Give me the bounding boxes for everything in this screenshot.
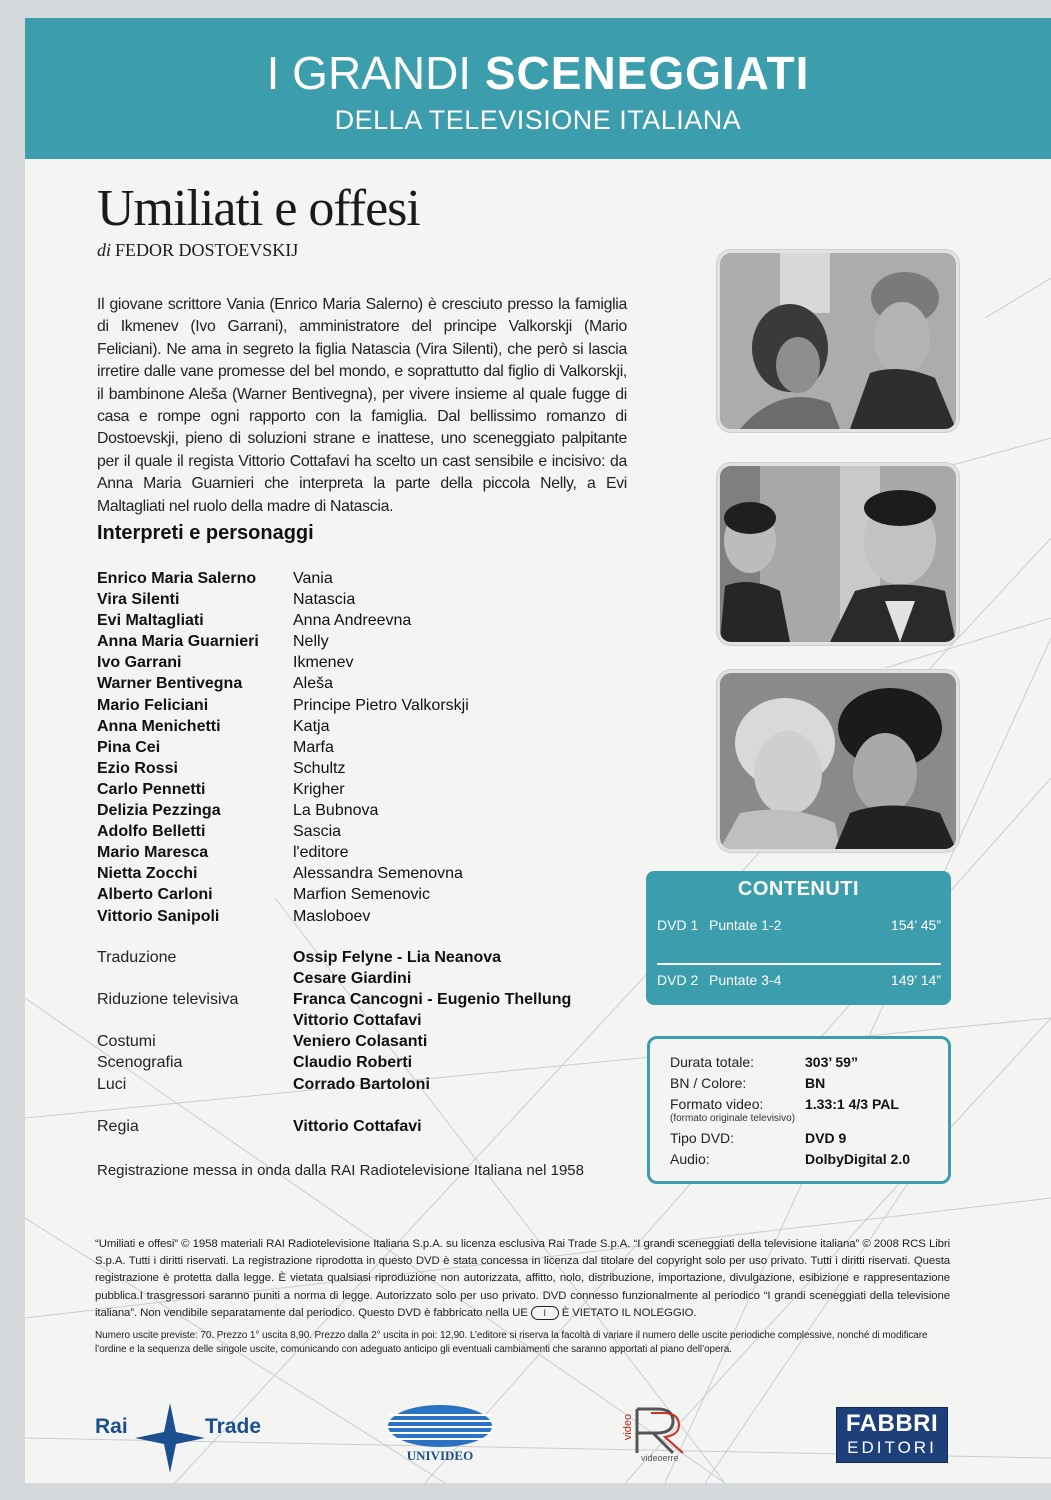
contents-title: CONTENUTI	[737, 878, 860, 900]
photo-2-image	[720, 466, 956, 642]
cast-row	[97, 758, 469, 779]
actor-name: Alberto Carloni	[97, 886, 213, 904]
crew-value: Veniero Colasanti	[293, 1033, 428, 1051]
cast-row	[97, 568, 469, 589]
dvd-back-cover	[25, 18, 1051, 1483]
univideo-globe-icon	[388, 1405, 492, 1447]
spec-formato-sub: (formato originale televisivo)	[670, 1113, 796, 1124]
spec-colore	[670, 1075, 826, 1091]
univideo-logo	[388, 1405, 492, 1447]
actor-name: Vira Silenti	[97, 591, 180, 609]
actor-name: Mario Maresca	[97, 844, 209, 862]
spec-value: 1.33:1 4/3 PAL	[805, 1096, 899, 1112]
spec-audio	[670, 1151, 911, 1167]
crew-label: Scenografia	[97, 1054, 183, 1072]
videoerre-vertical-text: video	[622, 1413, 635, 1441]
contents-box	[646, 871, 951, 1005]
contents-divider	[657, 963, 941, 965]
crew-value: Franca Cancogni - Eugenio Thellung	[293, 991, 572, 1009]
actor-name: Mario Feliciani	[97, 696, 209, 714]
photo-1-image	[720, 253, 956, 429]
crew-label: Regia	[97, 1117, 139, 1135]
spec-value: BN	[805, 1075, 826, 1091]
rai-star-icon	[135, 1403, 205, 1473]
actor-name: Anna Maria Guarnieri	[97, 633, 259, 651]
actor-name: Adolfo Belletti	[97, 823, 206, 841]
cast-row	[97, 652, 469, 673]
role-name: Masloboev	[293, 907, 371, 925]
specs-box	[647, 1036, 951, 1184]
cast-row	[97, 863, 469, 884]
episodes-label: Puntate 1-2	[709, 917, 782, 933]
spec-formato	[670, 1096, 899, 1112]
videoerre-caption: videoerre	[641, 1453, 679, 1463]
role-name: Marfa	[293, 738, 334, 756]
role-name: Aleša	[293, 675, 334, 693]
spec-label: Durata totale:	[670, 1054, 755, 1070]
series-title	[25, 46, 1051, 100]
role-name: Anna Andreevna	[293, 612, 412, 630]
crew-value: Vittorio Cottafavi	[293, 1117, 422, 1135]
spec-label: BN / Colore:	[670, 1075, 747, 1091]
fabbri-text: FABBRI	[845, 1410, 939, 1437]
role-name: Marfion Semenovic	[293, 886, 430, 904]
cast-row	[97, 631, 469, 652]
photo-3-image	[720, 673, 956, 849]
role-name: Schultz	[293, 759, 346, 777]
role-name: l'editore	[293, 844, 349, 862]
cast-row	[97, 906, 469, 927]
spec-value: 303’ 59”	[805, 1054, 858, 1070]
contents-row	[657, 970, 941, 990]
role-name: Alessandra Semenovna	[293, 865, 463, 883]
crew-label: Luci	[97, 1075, 127, 1093]
eu-mark: I	[531, 1306, 559, 1320]
registration-note: Registrazione messa in onda dalla RAI Radiotelevisione Italiana nel 1958	[97, 1162, 584, 1179]
actor-name: Warner Bentivegna	[97, 675, 243, 693]
spec-value: DolbyDigital 2.0	[805, 1151, 911, 1167]
actor-name: Evi Maltagliati	[97, 612, 204, 630]
rai-trade-logo	[95, 1403, 275, 1473]
cast-row	[97, 589, 469, 610]
actor-name: Anna Menichetti	[97, 717, 221, 735]
crew-label: Costumi	[97, 1033, 156, 1051]
series-title-thin: I GRANDI	[266, 47, 472, 99]
crew-value: Claudio Roberti	[293, 1054, 413, 1072]
cast-row	[97, 821, 469, 842]
author-name: FEDOR DOSTOEVSKIJ	[115, 240, 299, 260]
cast-row	[97, 673, 469, 694]
cast-row	[97, 842, 469, 863]
spec-tipo	[670, 1130, 847, 1146]
spec-label: Audio:	[670, 1151, 710, 1167]
cast-list	[97, 568, 469, 927]
role-name: Sascia	[293, 823, 342, 841]
episodes-label: Puntate 3-4	[709, 972, 782, 988]
role-name: Principe Pietro Valkorskji	[293, 696, 469, 714]
publication-notice: Numero uscite previste: 70. Prezzo 1° uscita 8,90. Prezzo dalla 2° uscita in poi: 12,90. L’editore si riserva la facoltà di variare il numero delle uscite periodiche complessive, nonché di modificare l’ordine e la sequenza delle singole uscite, comunicando con adeguato anticipo gli eventuali cambiamenti che saranno apportati al piano dell’opera.	[95, 1330, 928, 1355]
actor-name: Ivo Garrani	[97, 654, 182, 672]
fabbri-editori-logo	[836, 1407, 948, 1463]
role-name: Vania	[293, 570, 333, 587]
dvd-label: DVD 2	[657, 972, 699, 988]
scene-photo-1	[717, 250, 959, 432]
actor-name: Pina Cei	[97, 738, 161, 756]
cast-row	[97, 610, 469, 631]
role-name: Ikmenev	[293, 654, 354, 672]
legal-text: “Umiliati e offesi” © 1958 materiali RAI Radiotelevisione Italiana S.p.A. su licenza esclusiva Rai Trade S.p.A. “I grandi sceneggiati della televisione italiana” © 2008 RCS Libri S.p.A. Tutti i diritti riservati. La registrazione riprodotta in questo DVD è stata concessa in licenza dal titolare del copyright solo per uso privato. Tutti i diritti riservati. Questa registrazione è protetta dalla legge. È vietata qualsiasi riproduzione non autorizzata, affitto, nolo, distribuzione, importazione, divulgazione, esibizione e rappresentazione pubblica.I trasgressori saranno puniti a norma di legge. Autorizzato solo per uso privato. DVD connesso funzionalmente al periodico “I grandi sceneggiati della televisione italiana”. Non vendibile separatamente dal periodico. Questo DVD è fabbricato nella UE	[95, 1238, 950, 1319]
trade-text: Trade	[205, 1415, 262, 1438]
cast-heading: Interpreti e personaggi	[97, 522, 314, 544]
duration-label: 149’ 14”	[890, 972, 941, 988]
author-line	[97, 240, 298, 261]
actor-name: Carlo Pennetti	[97, 780, 206, 798]
series-title-bold: SCENEGGIATI	[484, 47, 810, 99]
crew-value: Ossip Felyne - Lia Neanova	[293, 949, 502, 966]
crew-label: Traduzione	[97, 949, 177, 966]
series-subtitle: DELLA TELEVISIONE ITALIANA	[334, 105, 742, 135]
dvd-label: DVD 1	[657, 917, 699, 933]
spec-value: DVD 9	[805, 1130, 847, 1146]
spec-durata	[670, 1054, 858, 1070]
crew-value: Cesare Giardini	[293, 970, 412, 988]
cast-row	[97, 716, 469, 737]
crew-value: Corrado Bartoloni	[293, 1075, 430, 1093]
actor-name: Delizia Pezzinga	[97, 802, 221, 820]
crew-label: Riduzione televisiva	[97, 991, 239, 1009]
editori-text: EDITORI	[847, 1438, 937, 1457]
scene-photo-2	[717, 463, 959, 645]
series-header-band	[25, 18, 1051, 159]
univideo-text: UNIVIDEO	[406, 1448, 474, 1463]
actor-name: Nietta Zocchi	[97, 865, 198, 883]
role-name: Krigher	[293, 780, 345, 798]
videoerre-logo	[621, 1403, 701, 1465]
role-name: Nelly	[293, 633, 329, 651]
actor-name: Enrico Maria Salerno	[97, 570, 257, 587]
role-name: Katja	[293, 717, 330, 735]
author-prefix: di	[97, 240, 112, 260]
videoerre-r-icon	[633, 1405, 693, 1455]
spec-label: Tipo DVD:	[670, 1130, 735, 1146]
spec-label: Formato video:	[670, 1096, 764, 1112]
work-title: Umiliati e offesi	[97, 180, 420, 237]
cast-row	[97, 695, 469, 716]
legal-text-end: È VIETATO IL NOLEGGIO.	[561, 1306, 697, 1319]
actor-name: Ezio Rossi	[97, 759, 178, 777]
contents-row	[657, 915, 941, 935]
actor-name: Vittorio Sanipoli	[97, 907, 220, 925]
cast-row	[97, 737, 469, 758]
legal-notice	[95, 1236, 950, 1322]
duration-label: 154’ 45”	[890, 917, 941, 933]
cast-row	[97, 884, 469, 905]
cast-row	[97, 779, 469, 800]
role-name: La Bubnova	[293, 802, 379, 820]
cast-row	[97, 800, 469, 821]
synopsis: Il giovane scrittore Vania (Enrico Maria Salerno) è cresciuto presso la famiglia di Ikmenev (Ivo Garrani), amministratore del principe Valkorskji (Mario Feliciani). Ne ama in segreto la figlia Natascia (Vira Silenti), che però si lascia irretire dalle vane promesse del bel mondo, e soprattutto dal figlio di Valkorskji, il bambinone Aleša (Warner Bentivegna), per vivere insieme al quale fugge di casa e rompe ogni rapporto con la famiglia. Dal bellissimo romanzo di Dostoevskji, pieno di soluzioni strane e inattese, uno sceneggiato palpitante per il quale il regista Vittorio Cottafavi ha scelto un cast sensibile e incisivo: da Anna Maria Guarnieri che interpreta la parte della piccola Nelly, a Evi Maltagliati nel ruolo della madre di Natascia.	[97, 296, 627, 515]
scene-photo-3	[717, 670, 959, 852]
crew-value: Vittorio Cottafavi	[293, 1012, 422, 1030]
rai-text: Rai	[95, 1415, 128, 1438]
role-name: Natascia	[293, 591, 356, 609]
